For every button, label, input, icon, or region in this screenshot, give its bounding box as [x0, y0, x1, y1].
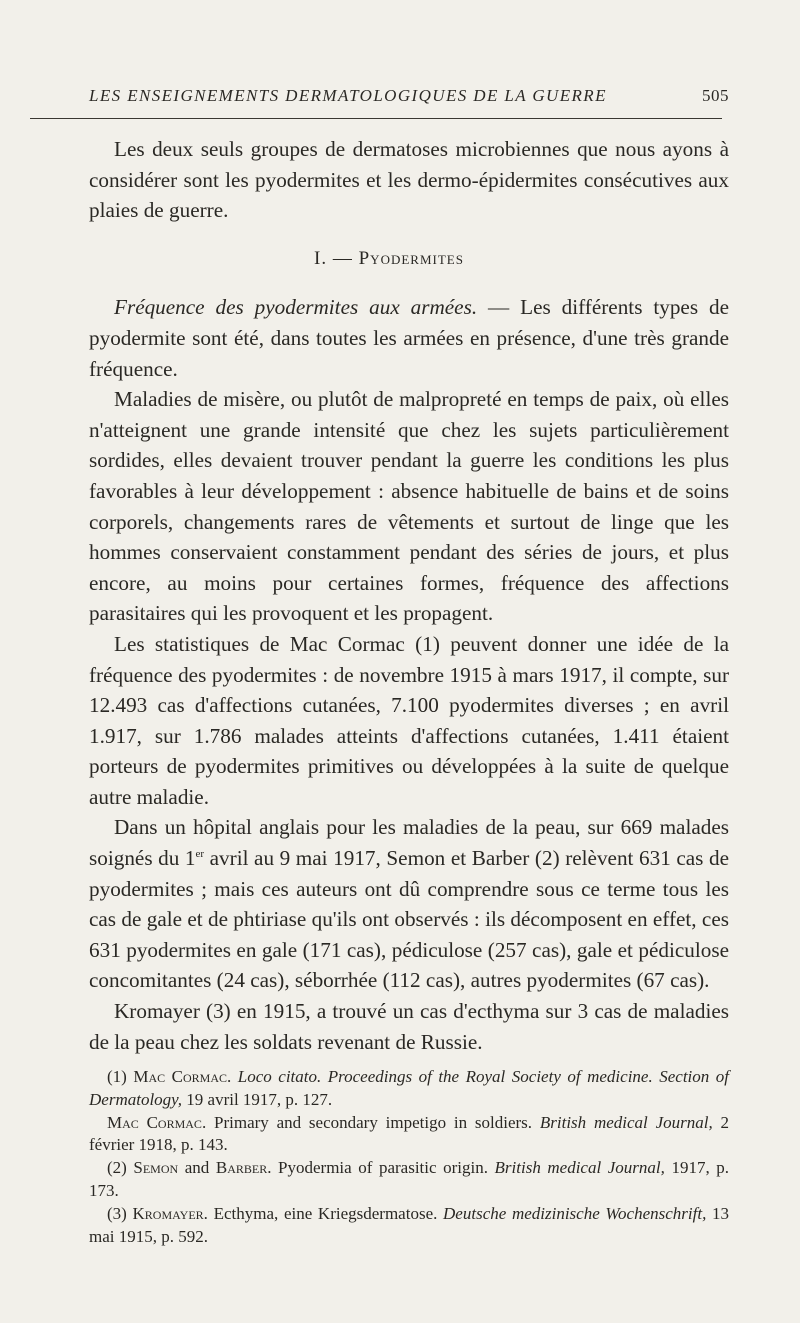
page-number: 505 — [702, 86, 729, 105]
paragraph-misere: Maladies de misère, ou plutôt de malpropreté en temps de paix, où elles n'atteignent une grande intensité que chez les sujets particulièrement sordides, elles devaient trouver pendant la guerre les conditions les plus favorables à leur développement : absence habituelle de bains et de soins corporels, changements rares de vêtements et surtout de linge que les hommes conservaient constamment pendant des séries de jours, et plus encore, au moins pour certaines formes, fréquence des affections parasitaires qui les provoquent et les propagent. — [89, 387, 729, 626]
footnote-1 — [89, 1066, 729, 1112]
footnote-author: Mac Cormac. — [133, 1067, 232, 1086]
section-name: Pyodermites — [358, 247, 464, 269]
paragraph-text: — Les différents types de pyodermite sont été, dans toutes les armées en présence, d'une très grande fréquence. — [89, 295, 729, 381]
footnote-author: Semon — [133, 1158, 179, 1178]
paragraph-frequency — [89, 292, 729, 384]
section-title — [89, 244, 729, 275]
footnote-3 — [89, 1203, 729, 1249]
paragraph-statistics: Les statistiques de Mac Cormac (1) peuvent donner une idée de la fréquence des pyodermites : de novembre 1915 à mars 1917, il compte, sur 12.493 cas d'affections cutanées, 7.100 pyodermites diverses ; en avril 1.917, sur 1.786 malades atteints d'affections cutanées, 1.411 étaient porteurs de pyodermites primitives ou développées à la suite de quelque autre maladie. — [89, 631, 729, 809]
body-text — [89, 134, 729, 1057]
footnote-number: (3) — [107, 1203, 127, 1223]
footnote-date: 2 février 1918, p. 143. — [89, 1112, 730, 1155]
footnote-title: Ecthyma, eine Kriegsdermatose. — [207, 1203, 438, 1223]
superscript: er — [195, 848, 205, 861]
page — [89, 82, 729, 112]
footnote-author: Kromayer. — [132, 1203, 208, 1223]
paragraph-text: Dans un hôpital anglais pour les maladies de la peau, sur 669 malades soignés du 1 — [89, 815, 729, 871]
paragraph-lead: Fréquence des pyodermites aux armées. — [114, 295, 478, 320]
footnote-author: Barber. — [215, 1158, 272, 1178]
header-rule — [30, 118, 722, 119]
footnote-title: Primary and secondary impetigo in soldiers. — [206, 1112, 533, 1132]
running-title: LES ENSEIGNEMENTS DERMATOLOGIQUES DE LA GUERRE — [89, 86, 607, 105]
footnote-2 — [89, 1157, 729, 1203]
footnote-source: British medical Journal, — [487, 1158, 665, 1178]
footnote-source: British medical Journal, — [532, 1112, 713, 1132]
footnote-source: Deutsche medizinische Wochenschrift, — [437, 1203, 707, 1223]
intro-paragraph: Les deux seuls groupes de dermatoses microbiennes que nous ayons à considérer sont les pyodermites et les dermo-épidermites consécutives aux plaies de guerre. — [89, 137, 729, 223]
section-number: I. — — [314, 247, 353, 269]
footnote-date: 13 mai 1915, p. 592. — [89, 1203, 729, 1246]
footnote-number: (1) — [107, 1067, 127, 1086]
footnote-title: Pyodermia of parasitic origin. — [271, 1158, 488, 1178]
paragraph-hospital — [89, 812, 729, 996]
footnote-source: Loco citato. Proceedings of the Royal Society of medicine. Section of Dermatology, — [89, 1067, 729, 1109]
footnote-number: (2) — [107, 1158, 127, 1178]
paragraph-text: avril au 9 mai 1917, Semon et Barber (2) relèvent 631 cas de pyodermites ; mais ces auteurs ont dû comprendre sous ce terme tous les cas de gale et de phtiriase qu'ils ont observés : ils décomposent en effet, ces 631 pyodermites en gale (171 cas), pédiculose (257 cas), gale et pédiculose concomitantes (24 cas), séborrhée (112 cas), autres pyodermites (67 cas). — [89, 846, 730, 993]
footnote-1b — [89, 1112, 729, 1158]
running-head — [89, 82, 729, 112]
footnote-conjunction: and — [178, 1158, 216, 1178]
footnote-author: Mac Cormac. — [107, 1112, 207, 1132]
footnotes — [89, 1066, 729, 1248]
paragraph-kromayer: Kromayer (3) en 1915, a trouvé un cas d'ecthyma sur 3 cas de maladies de la peau chez les soldats revenant de Russie. — [89, 999, 729, 1054]
footnote-date: 1917, p. 173. — [89, 1158, 730, 1200]
footnote-date: 19 avril 1917, p. 127. — [182, 1089, 333, 1109]
